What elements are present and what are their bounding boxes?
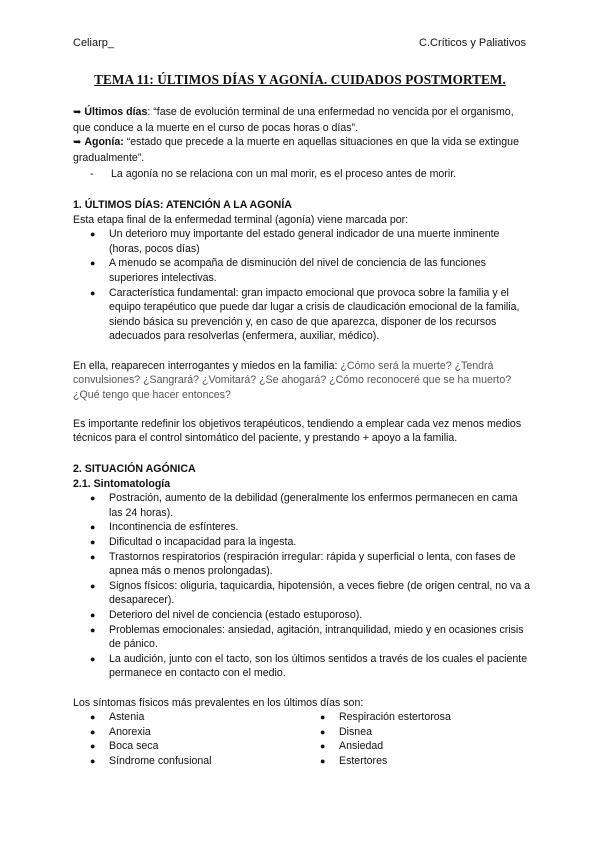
section-heading-1: 1. ÚLTIMOS DÍAS: ATENCIÓN A LA AGONÍA bbox=[73, 198, 292, 211]
header-right: C.Críticos y Paliativos bbox=[419, 37, 526, 49]
list-item: ● A menudo se acompaña de disminución del nivel de conciencia de las funciones superiores intelectivas. bbox=[90, 257, 486, 284]
list-item: ● Trastornos respiratorios (respiración irregular: rápida y superficial o lenta, con fases de apnea más o menos prolongadas). bbox=[90, 550, 516, 578]
list-item: ● La audición, junto con el tacto, son los últimos sentidos a través de los cuales el paciente permanece en contacto con el medio. bbox=[90, 652, 528, 680]
subsection-heading: 2.1. Sintomatología bbox=[73, 477, 171, 490]
bullet-icon: ● bbox=[320, 712, 326, 723]
prevalent-list-left bbox=[73, 710, 303, 768]
definition-text: : “fase de evolución terminal de una enfermedad no vencida por el organismo, que conduce a la muerte en el curso de pocas horas o días”. bbox=[73, 106, 514, 134]
bullet-icon: ● bbox=[90, 712, 96, 723]
bullet-icon: ● bbox=[90, 522, 96, 533]
dash-marker: - bbox=[90, 168, 94, 181]
prevalent-list-right bbox=[303, 710, 533, 768]
list-item: ● Postración, aumento de la debilidad (generalmente los enfermos permanecen en cama las 24 horas). bbox=[90, 492, 518, 519]
bullet-icon: ● bbox=[90, 287, 96, 298]
bullet-icon: ● bbox=[90, 493, 96, 504]
arrow-icon: ➥ bbox=[73, 137, 82, 149]
bullet-icon: ● bbox=[320, 741, 326, 752]
arrow-icon: ➥ bbox=[73, 107, 82, 118]
prevalent-intro: Los síntomas físicos más prevalentes en los últimos días son: bbox=[73, 696, 364, 709]
bullet-icon: ● bbox=[320, 726, 326, 737]
list-item: ● Disnea bbox=[320, 725, 372, 738]
list-item: ● Incontinencia de esfínteres. bbox=[90, 521, 239, 534]
bullet-icon: ● bbox=[90, 653, 96, 664]
bullet-icon: ● bbox=[90, 741, 96, 752]
list-item: ● Un deterioro muy importante del estado general indicador de una muerte inminente (horas, pocos días) bbox=[90, 228, 500, 255]
bullet-icon: ● bbox=[90, 551, 96, 562]
list-item: ● Dificultad o incapacidad para la ingesta. bbox=[90, 536, 297, 549]
document-body bbox=[73, 105, 533, 769]
bullet-icon: ● bbox=[90, 755, 96, 766]
section-heading-2: 2. SITUACIÓN AGÓNICA bbox=[73, 463, 196, 476]
section1-intro: Esta etapa final de la enfermedad terminal (agonía) viene marcada por: bbox=[73, 213, 409, 226]
definition-text: “estado que precede a la muerte en aquellas situaciones en que la vida se extingue gradualmente”. bbox=[73, 136, 519, 164]
section1-list bbox=[73, 227, 533, 344]
list-item: ● Característica fundamental: gran impacto emocional que provoca sobre la familia y el equipo terapéutico que puede dar lugar a crisis de claudicación emocional de la familia, siendo básica su prevención y, en caso de que aparezca, disponer de los recursos adecuados para resolverlas (enfermera, auxiliar, médico). bbox=[90, 286, 520, 343]
bullet-icon: ● bbox=[90, 726, 96, 737]
list-item: ● Problemas emocionales: ansiedad, agitación, intranquilidad, miedo y en ocasiones crisis de pánico. bbox=[90, 623, 524, 651]
bullet-icon: ● bbox=[90, 537, 96, 548]
list-item: ● Astenia bbox=[90, 711, 145, 724]
definition-ultimos-dias bbox=[73, 105, 533, 135]
note-text: La agonía no se relaciona con un mal morir, es el proceso antes de morir. bbox=[111, 168, 457, 181]
bullet-icon: ● bbox=[320, 755, 326, 766]
list-item: ● Ansiedad bbox=[320, 740, 384, 753]
header-left: Celiarp_ bbox=[73, 37, 114, 49]
section1-paragraph-questions: En ella, reaparecen interrogantes y miedos en la familia: ¿Cómo será la muerte? ¿Tendrá convulsiones? ¿Sangrará? ¿Vomitará? ¿Se ahogará? ¿Cómo reconoceré que se ha muerto? ¿Qué tengo que hacer entonces? bbox=[73, 359, 512, 401]
list-item: ● Deterioro del nivel de conciencia (estado estuporoso). bbox=[90, 609, 363, 621]
prevalent-symptoms bbox=[73, 710, 533, 768]
section1-paragraph-objectives: Es importante redefinir los objetivos terapéuticos, tendiendo a emplear cada vez menos medios técnicos para el control sintomático del paciente, y prestando + apoyo a la familia. bbox=[73, 417, 522, 445]
note-item bbox=[73, 167, 533, 182]
definition-label: Agonía: bbox=[84, 136, 124, 149]
list-item: ● Signos físicos: oliguria, taquicardia, hipotensión, a veces fiebre (de origen central, no va a desaparecer). bbox=[90, 579, 531, 607]
list-item: ● Estertores bbox=[320, 754, 388, 767]
symptoms-list bbox=[73, 491, 533, 681]
bullet-icon: ● bbox=[90, 258, 96, 269]
list-item: ● Respiración estertorosa bbox=[320, 711, 451, 724]
definition-agonia bbox=[73, 135, 533, 165]
bullet-icon: ● bbox=[90, 229, 96, 240]
bullet-icon: ● bbox=[90, 610, 96, 620]
list-item: ● Anorexia bbox=[90, 725, 151, 738]
bullet-icon: ● bbox=[90, 624, 96, 635]
family-questions: ¿Cómo será la muerte? ¿Tendrá convulsiones? ¿Sangrará? ¿Vomitará? ¿Se ahogará? ¿Cómo reconoceré que se ha muerto? ¿Qué tengo que hacer entonces? bbox=[73, 359, 512, 401]
list-item: ● Síndrome confusional bbox=[90, 754, 212, 767]
list-item: ● Boca seca bbox=[90, 740, 159, 753]
bullet-icon: ● bbox=[90, 580, 96, 591]
page-title: TEMA 11: ÚLTIMOS DÍAS Y AGONÍA. CUIDADOS POSTMORTEM. bbox=[94, 72, 506, 87]
definition-label: Últimos días bbox=[84, 106, 148, 118]
